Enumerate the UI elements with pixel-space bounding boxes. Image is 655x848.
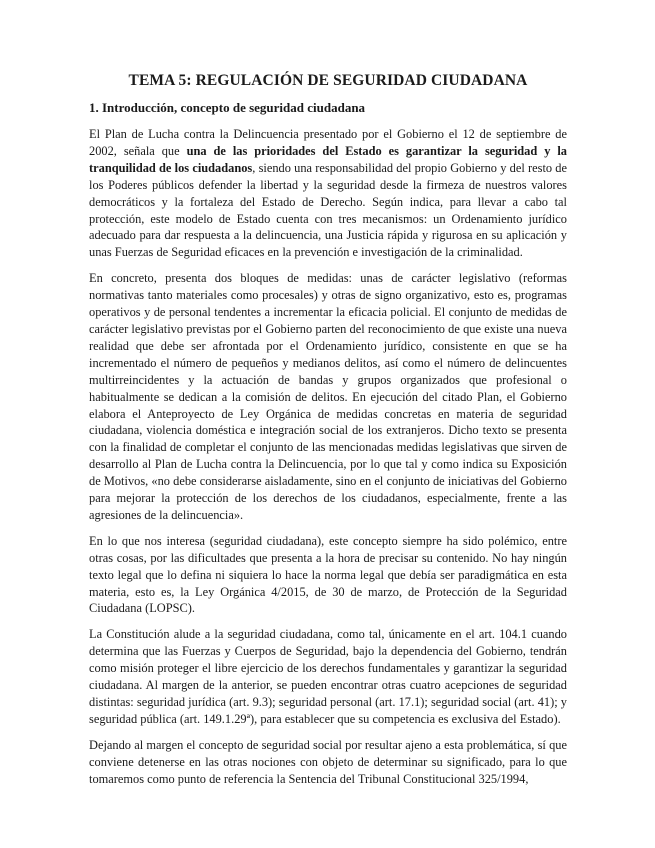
- paragraph-5: Dejando al margen el concepto de seguridad social por resultar ajeno a esta problemática, sí que conviene detenerse en las otras nociones con objeto de determinar su significado, para lo que tomaremos como punto de referencia la Sentencia del Tribunal Constitucional 325/1994,: [89, 737, 567, 786]
- paragraph-1: [89, 126, 567, 261]
- paragraph-3: En lo que nos interesa (seguridad ciudadana), este concepto siempre ha sido polémico, entre otras cosas, por las dificultades que presenta a la hora de precisar su contenido. No hay ningún texto legal que lo defina ni siquiera lo hace la norma legal que debía ser paradigmática en esta materia, esto es, la Ley Orgánica 4/2015, de 30 de marzo, de Protección de la Seguridad Ciudadana (LOPSC).: [89, 533, 567, 616]
- paragraph-1-text-start: El Plan de Lucha contra la Delincuencia presentado por el Gobierno el 12 de septiembre de 2002, señala que: [89, 127, 567, 158]
- paragraph-4: La Constitución alude a la seguridad ciudadana, como tal, únicamente en el art. 104.1 cuando determina que las Fuerzas y Cuerpos de Seguridad, bajo la dependencia del Gobierno, tendrán como misión proteger el libre ejercicio de los derechos fundamentales y garantizar la seguridad ciudadana. Al margen de la anterior, se pueden encontrar otras cuatro acepciones de seguridad distintas: seguridad jurídica (art. 9.3); seguridad personal (art. 17.1); seguridad social (art. 41); y seguridad pública (art. 149.1.29ª), para establecer que su competencia es exclusiva del Estado).: [89, 627, 567, 726]
- paragraph-1-text-end: , siendo una responsabilidad del propio Gobierno y del resto de los Poderes públicos defender la libertad y la seguridad desde la firmeza de nuestros valores democráticos y la fortaleza del Estado de Derecho. Según indica, para llevar a cabo tal protección, este modelo de Estado cuenta con tres mecanismos: un Ordenamiento jurídico adecuado para dar respuesta a la delincuencia, una Justicia rápida y rigurosa en su aplicación y unas Fuerzas de Seguridad eficaces en la prevención e investigación de la criminalidad.: [89, 160, 568, 260]
- paragraph-2: En concreto, presenta dos bloques de medidas: unas de carácter legislativo (reformas normativas tanto materiales como procesales) y otras de signo organizativo, esto es, programas operativos y de personal tendentes a incrementar la eficacia policial. El conjunto de medidas de carácter legislativo previstas por el Gobierno parten del reconocimiento de que existe una nueva realidad que debe ser afrontada por el Ordenamiento jurídico, consistente en que se ha incrementado el número de pequeños y medianos delitos, así como el número de delincuentes multirreincidentes y la actuación de bandas y grupos organizados que profesional o habitualmente se dedican a la comisión de delitos. En ejecución del citado Plan, el Gobierno elabora el Anteproyecto de Ley Orgánica de medidas concretas en materia de seguridad ciudadana, violencia doméstica e integración social de los extranjeros. Dicho texto se presenta con la finalidad de completar el conjunto de las mencionadas medidas legislativas que sirven de desarrollo al Plan de Lucha contra la Delincuencia, por lo que tal y como indica su Exposición de Motivos, «no debe considerarse aisladamente, sino en el conjunto de iniciativas del Gobierno para mejorar la protección de los derechos de los ciudadanos, especialmente, frente a las agresiones de la delincuencia».: [89, 271, 567, 522]
- document-title: TEMA 5: REGULACIÓN DE SEGURIDAD CIUDADANA: [128, 72, 528, 89]
- section-heading: 1. Introducción, concepto de seguridad ciudadana: [89, 100, 366, 115]
- document-page: [89, 72, 567, 797]
- paragraph-1-bold-text: una de las prioridades del Estado es garantizar la seguridad y la tranquilidad de los ciudadanos: [89, 143, 567, 175]
